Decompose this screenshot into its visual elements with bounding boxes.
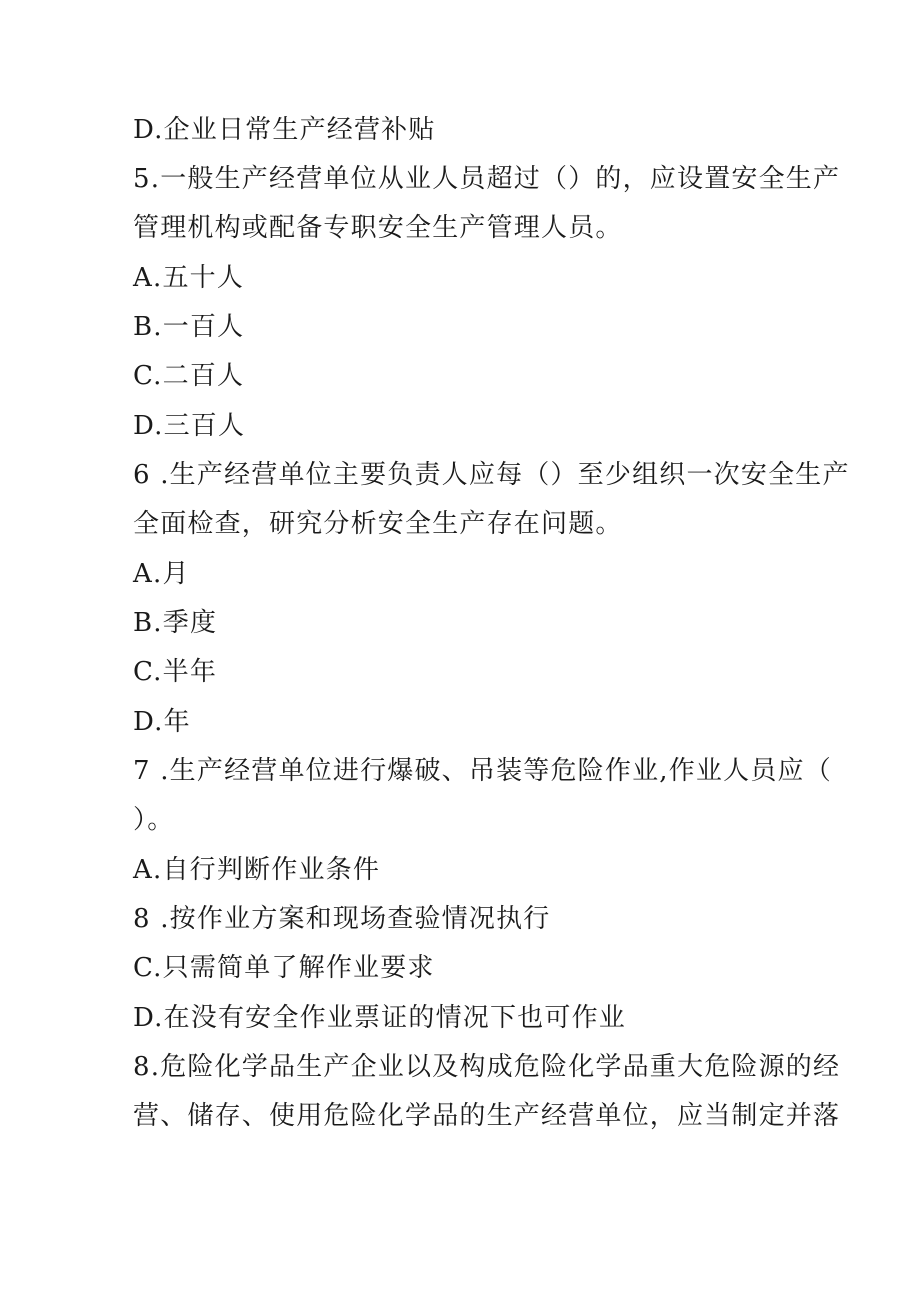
question-text: 营、储存、使用危险化学品的生产经营单位，应当制定并落 xyxy=(133,1101,841,1131)
option-text: C.半年 xyxy=(133,657,218,687)
question-text: 8.危险化学品生产企业以及构成危险化学品重大危险源的经 xyxy=(133,1052,841,1082)
option-text: C.二百人 xyxy=(133,361,245,391)
question-text: 管理机构或配备专职安全生产管理人员。 xyxy=(133,213,623,243)
option-text: B.季度 xyxy=(133,608,218,638)
option-text: D.三百人 xyxy=(133,411,246,441)
option-text: D.企业日常生产经营补贴 xyxy=(133,115,436,145)
option-text: A.月 xyxy=(133,559,190,589)
option-text: A.五十人 xyxy=(133,263,245,293)
question-text: 全面检查，研究分析安全生产存在问题。 xyxy=(133,509,623,539)
question-text: 6 .生产经营单位主要负责人应每（）至少组织一次安全生产 xyxy=(133,460,850,490)
question-text: 7 .生产经营单位进行爆破、吊装等危险作业,作业人员应（ xyxy=(133,756,832,786)
option-text: B.一百人 xyxy=(133,312,245,342)
option-text: A.自行判断作业条件 xyxy=(133,855,381,885)
option-text: D.年 xyxy=(133,707,191,737)
question-text: 5.一般生产经营单位从业人员超过（）的，应设置安全生产 xyxy=(133,164,841,194)
option-text: D.在没有安全作业票证的情况下也可作业 xyxy=(133,1003,626,1033)
option-text: 8 .按作业方案和现场查验情况执行 xyxy=(133,904,551,934)
question-text: ）。 xyxy=(133,805,175,835)
option-text: C.只需简单了解作业要求 xyxy=(133,953,435,983)
